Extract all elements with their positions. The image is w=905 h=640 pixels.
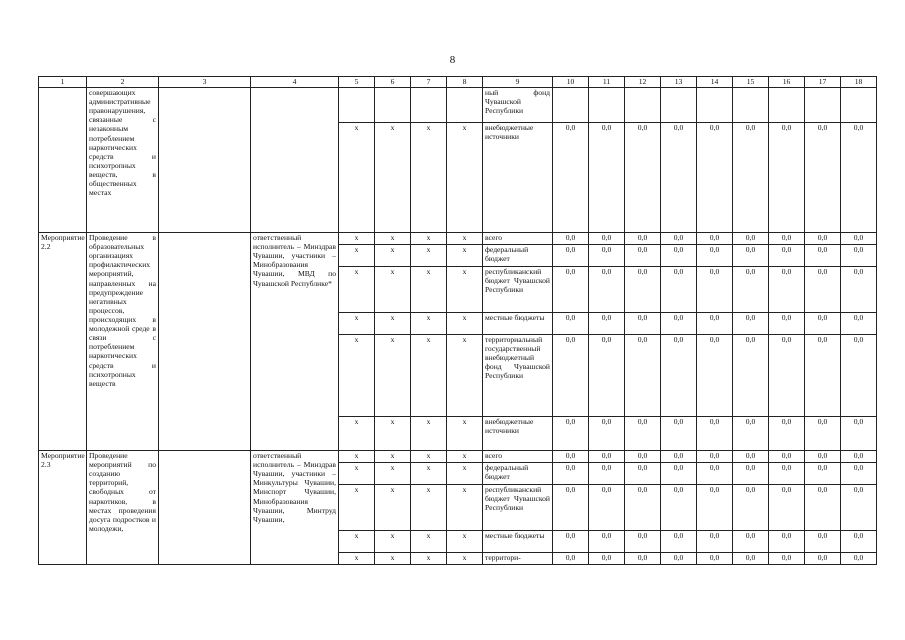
value-cell: 0,0 (733, 451, 769, 463)
table-row (39, 451, 877, 463)
value-cell: 0,0 (769, 485, 805, 531)
mark-cell: х (375, 123, 411, 233)
funding-source: республиканский бюджет Чувашской Республики (483, 485, 553, 531)
mark-cell: х (447, 451, 483, 463)
mark-cell: х (411, 485, 447, 531)
funding-source: внебюджетные источники (483, 417, 553, 451)
value-cell: 0,0 (769, 451, 805, 463)
value-cell: 0,0 (697, 485, 733, 531)
mark-cell: х (411, 417, 447, 451)
mark-cell: х (375, 313, 411, 335)
event-label: Мероприятие 2.3 (39, 451, 87, 565)
budget-table (38, 76, 877, 565)
value-cell: 0,0 (589, 233, 625, 245)
value-cell: 0,0 (697, 233, 733, 245)
mark-cell: х (339, 417, 375, 451)
value-cell: 0,0 (733, 335, 769, 417)
value-cell: 0,0 (589, 553, 625, 565)
mark-cell: х (411, 531, 447, 553)
empty-cell (159, 88, 251, 233)
value-cell: 0,0 (661, 123, 697, 233)
value-cell: 0,0 (841, 485, 877, 531)
column-header-row (39, 77, 877, 88)
mark-cell: х (339, 335, 375, 417)
value-cell: 0,0 (661, 313, 697, 335)
value-cell: 0,0 (769, 267, 805, 313)
mark-cell: х (447, 335, 483, 417)
value-cell: 0,0 (733, 531, 769, 553)
empty-cell (411, 88, 447, 123)
mark-cell: х (375, 531, 411, 553)
value-cell: 0,0 (697, 553, 733, 565)
mark-cell: х (339, 553, 375, 565)
empty-cell (589, 88, 625, 123)
value-cell: 0,0 (697, 245, 733, 267)
value-cell: 0,0 (769, 313, 805, 335)
value-cell: 0,0 (733, 267, 769, 313)
funding-source: федеральный бюджет (483, 463, 553, 485)
empty-cell (375, 88, 411, 123)
mark-cell: х (375, 335, 411, 417)
value-cell: 0,0 (733, 485, 769, 531)
table-row (39, 233, 877, 245)
empty-cell (805, 88, 841, 123)
value-cell: 0,0 (805, 267, 841, 313)
column-header: 1 (39, 77, 87, 88)
value-cell: 0,0 (841, 313, 877, 335)
mark-cell: х (447, 233, 483, 245)
event-label: Мероприятие 2.2 (39, 233, 87, 451)
value-cell: 0,0 (661, 463, 697, 485)
value-cell: 0,0 (769, 531, 805, 553)
value-cell: 0,0 (589, 335, 625, 417)
column-header: 10 (553, 77, 589, 88)
mark-cell: х (339, 463, 375, 485)
column-header: 9 (483, 77, 553, 88)
value-cell: 0,0 (625, 123, 661, 233)
value-cell: 0,0 (841, 531, 877, 553)
value-cell: 0,0 (733, 313, 769, 335)
column-header: 11 (589, 77, 625, 88)
empty-cell (553, 88, 589, 123)
value-cell: 0,0 (553, 485, 589, 531)
value-cell: 0,0 (553, 451, 589, 463)
column-header: 14 (697, 77, 733, 88)
mark-cell: х (375, 233, 411, 245)
value-cell: 0,0 (625, 313, 661, 335)
value-cell: 0,0 (841, 335, 877, 417)
value-cell: 0,0 (589, 485, 625, 531)
value-cell: 0,0 (589, 417, 625, 451)
value-cell: 0,0 (697, 313, 733, 335)
value-cell: 0,0 (841, 233, 877, 245)
event-label (39, 88, 87, 233)
value-cell: 0,0 (733, 553, 769, 565)
column-header: 17 (805, 77, 841, 88)
value-cell: 0,0 (805, 485, 841, 531)
value-cell: 0,0 (805, 531, 841, 553)
funding-source: федеральный бюджет (483, 245, 553, 267)
value-cell: 0,0 (625, 531, 661, 553)
value-cell: 0,0 (553, 233, 589, 245)
funding-source: внебюджетные источники (483, 123, 553, 233)
column-header: 4 (251, 77, 339, 88)
funding-source: республиканский бюджет Чувашской Республики (483, 267, 553, 313)
value-cell: 0,0 (661, 267, 697, 313)
value-cell: 0,0 (841, 463, 877, 485)
value-cell: 0,0 (589, 451, 625, 463)
mark-cell: х (411, 451, 447, 463)
value-cell: 0,0 (769, 553, 805, 565)
mark-cell: х (375, 245, 411, 267)
mark-cell: х (375, 463, 411, 485)
value-cell: 0,0 (661, 245, 697, 267)
column-header: 5 (339, 77, 375, 88)
value-cell: 0,0 (805, 313, 841, 335)
value-cell: 0,0 (697, 123, 733, 233)
value-cell: 0,0 (625, 553, 661, 565)
value-cell: 0,0 (841, 417, 877, 451)
responsible (251, 88, 339, 233)
value-cell: 0,0 (625, 245, 661, 267)
column-header: 18 (841, 77, 877, 88)
value-cell: 0,0 (553, 123, 589, 233)
empty-cell (769, 88, 805, 123)
value-cell: 0,0 (625, 335, 661, 417)
mark-cell: х (375, 451, 411, 463)
funding-source: местные бюджеты (483, 531, 553, 553)
value-cell: 0,0 (661, 417, 697, 451)
value-cell: 0,0 (769, 463, 805, 485)
responsible: ответственный исполнитель – Минздрав Чувашии, участники – Минкультуры Чувашии, Минспорт Чувашии, Минобразования Чувашии, Минтруд Чувашии, (251, 451, 339, 565)
mark-cell: х (447, 553, 483, 565)
value-cell: 0,0 (589, 267, 625, 313)
value-cell: 0,0 (589, 313, 625, 335)
value-cell: 0,0 (553, 245, 589, 267)
mark-cell: х (339, 313, 375, 335)
mark-cell: х (411, 313, 447, 335)
mark-cell: х (339, 531, 375, 553)
value-cell: 0,0 (661, 335, 697, 417)
value-cell: 0,0 (697, 531, 733, 553)
column-header: 15 (733, 77, 769, 88)
value-cell: 0,0 (697, 451, 733, 463)
empty-cell (159, 233, 251, 451)
value-cell: 0,0 (805, 233, 841, 245)
funding-source: территори- (483, 553, 553, 565)
empty-cell (697, 88, 733, 123)
value-cell: 0,0 (553, 531, 589, 553)
value-cell: 0,0 (841, 451, 877, 463)
value-cell: 0,0 (697, 417, 733, 451)
value-cell: 0,0 (805, 335, 841, 417)
empty-cell (661, 88, 697, 123)
mark-cell: х (447, 485, 483, 531)
event-description: Проведение мероприятий по созданию территорий, свободных от наркотиков, в местах проведения досуга подростков и молодежи, (87, 451, 159, 565)
value-cell: 0,0 (805, 417, 841, 451)
value-cell: 0,0 (769, 123, 805, 233)
mark-cell: х (447, 463, 483, 485)
mark-cell: х (411, 233, 447, 245)
value-cell: 0,0 (553, 417, 589, 451)
responsible: ответственный исполнитель – Минздрав Чувашии, участники – Минобразования Чувашии, МВД по Чувашской Республике* (251, 233, 339, 451)
mark-cell: х (375, 417, 411, 451)
value-cell: 0,0 (841, 553, 877, 565)
mark-cell: х (339, 123, 375, 233)
mark-cell: х (411, 245, 447, 267)
value-cell: 0,0 (805, 463, 841, 485)
mark-cell: х (339, 233, 375, 245)
column-header: 13 (661, 77, 697, 88)
value-cell: 0,0 (625, 267, 661, 313)
mark-cell: х (411, 267, 447, 313)
value-cell: 0,0 (841, 245, 877, 267)
value-cell: 0,0 (553, 313, 589, 335)
table-row (39, 88, 877, 123)
mark-cell: х (447, 123, 483, 233)
value-cell: 0,0 (841, 123, 877, 233)
value-cell: 0,0 (553, 267, 589, 313)
value-cell: 0,0 (769, 335, 805, 417)
value-cell: 0,0 (553, 463, 589, 485)
value-cell: 0,0 (697, 335, 733, 417)
value-cell: 0,0 (589, 123, 625, 233)
column-header: 7 (411, 77, 447, 88)
mark-cell: х (411, 335, 447, 417)
mark-cell: х (411, 463, 447, 485)
mark-cell: х (339, 451, 375, 463)
value-cell: 0,0 (625, 463, 661, 485)
value-cell: 0,0 (697, 267, 733, 313)
mark-cell: х (447, 531, 483, 553)
value-cell: 0,0 (697, 463, 733, 485)
value-cell: 0,0 (661, 485, 697, 531)
value-cell: 0,0 (769, 245, 805, 267)
funding-source: всего (483, 451, 553, 463)
column-header: 3 (159, 77, 251, 88)
value-cell: 0,0 (805, 451, 841, 463)
funding-source: местные бюджеты (483, 313, 553, 335)
value-cell: 0,0 (841, 267, 877, 313)
mark-cell: х (375, 485, 411, 531)
empty-cell (625, 88, 661, 123)
value-cell: 0,0 (733, 417, 769, 451)
mark-cell: х (447, 267, 483, 313)
value-cell: 0,0 (661, 553, 697, 565)
value-cell: 0,0 (661, 451, 697, 463)
value-cell: 0,0 (805, 553, 841, 565)
value-cell: 0,0 (769, 233, 805, 245)
value-cell: 0,0 (589, 245, 625, 267)
event-description: совершающих административные правонарушения, связанные с незаконным потреблением наркотических средств и психотропных веществ, в общественных местах (87, 88, 159, 233)
value-cell: 0,0 (589, 463, 625, 485)
mark-cell: х (447, 245, 483, 267)
value-cell: 0,0 (625, 485, 661, 531)
mark-cell: х (411, 553, 447, 565)
mark-cell: х (375, 553, 411, 565)
empty-cell (733, 88, 769, 123)
value-cell: 0,0 (553, 553, 589, 565)
empty-cell (447, 88, 483, 123)
mark-cell: х (447, 417, 483, 451)
empty-cell (841, 88, 877, 123)
value-cell: 0,0 (805, 123, 841, 233)
column-header: 6 (375, 77, 411, 88)
page-number: 8 (449, 54, 456, 66)
column-header: 2 (87, 77, 159, 88)
event-description: Проведение в образовательных организациях профилактических мероприятий, направленных на предупреждение негативных процессов, происходящих в молодежной среде в связи с потреблением наркотических средств и психотропных веществ (87, 233, 159, 451)
value-cell: 0,0 (661, 531, 697, 553)
value-cell: 0,0 (733, 463, 769, 485)
funding-source: ный фонд Чувашской Республики (483, 88, 553, 123)
mark-cell: х (411, 123, 447, 233)
column-header: 12 (625, 77, 661, 88)
value-cell: 0,0 (733, 233, 769, 245)
mark-cell: х (375, 267, 411, 313)
empty-cell (159, 451, 251, 565)
value-cell: 0,0 (733, 245, 769, 267)
value-cell: 0,0 (661, 233, 697, 245)
column-header: 8 (447, 77, 483, 88)
value-cell: 0,0 (625, 233, 661, 245)
value-cell: 0,0 (625, 417, 661, 451)
value-cell: 0,0 (769, 417, 805, 451)
funding-source: всего (483, 233, 553, 245)
value-cell: 0,0 (733, 123, 769, 233)
mark-cell: х (339, 267, 375, 313)
value-cell: 0,0 (805, 245, 841, 267)
mark-cell: х (339, 485, 375, 531)
column-header: 16 (769, 77, 805, 88)
value-cell: 0,0 (553, 335, 589, 417)
value-cell: 0,0 (625, 451, 661, 463)
value-cell: 0,0 (589, 531, 625, 553)
mark-cell: х (339, 245, 375, 267)
funding-source: территориальный государственный внебюджетный фонд Чувашской Республики (483, 335, 553, 417)
empty-cell (339, 88, 375, 123)
mark-cell: х (447, 313, 483, 335)
